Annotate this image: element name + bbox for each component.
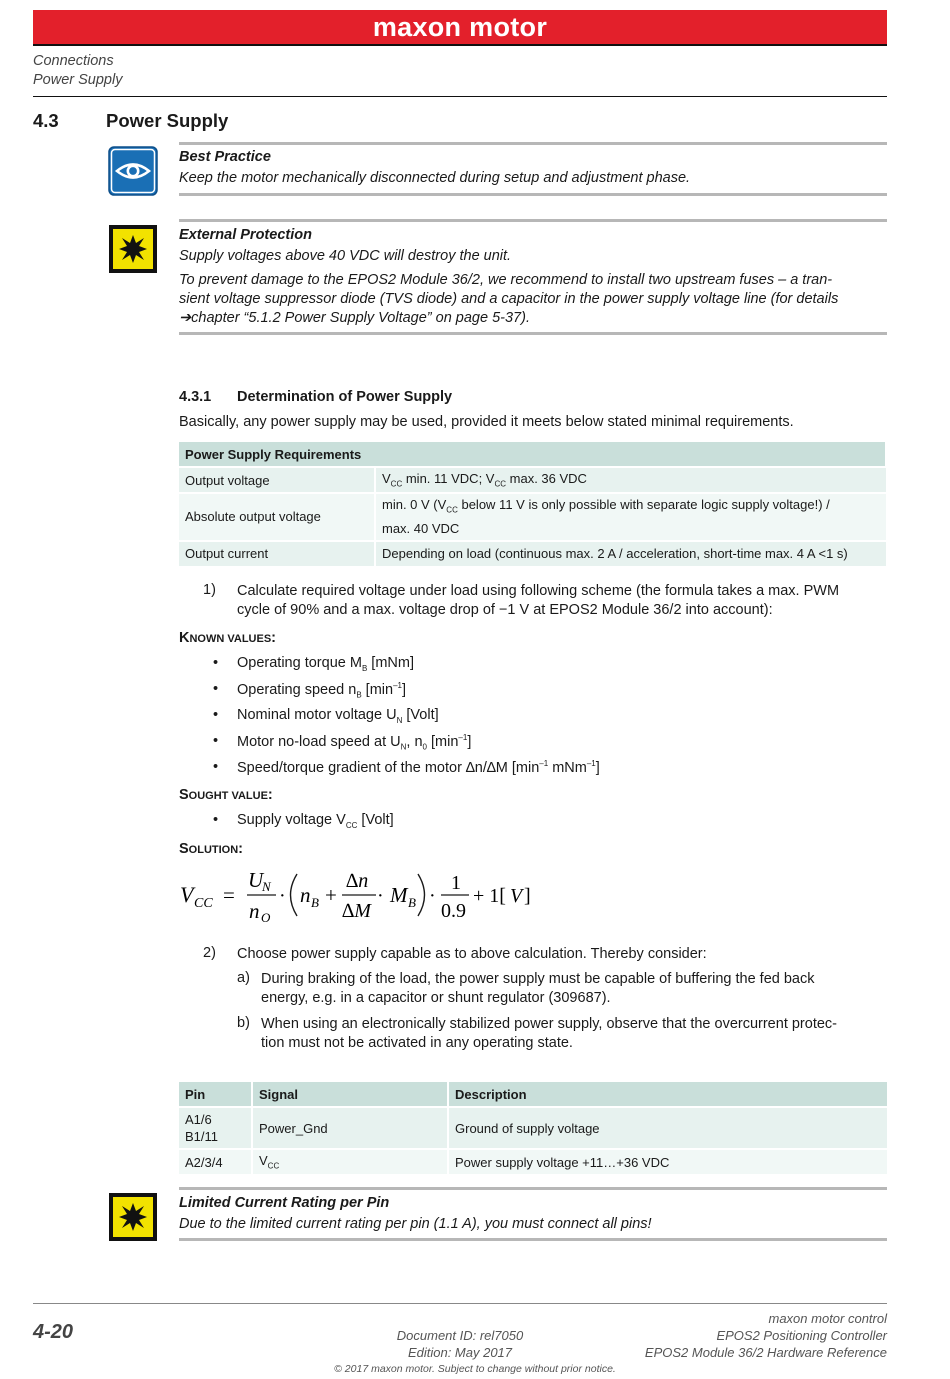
pin-cell: A2/3/4 <box>179 1149 252 1175</box>
formula-volt: V <box>510 885 523 907</box>
formula-vcc-sub: CC <box>194 896 213 911</box>
sought-value-heading: SOUGHT VALUE: <box>179 787 273 803</box>
formula-dm: ∆M <box>342 900 371 922</box>
formula-dot: · <box>279 885 286 907</box>
table-row <box>179 541 886 567</box>
hazard-icon <box>108 224 158 274</box>
external-protection-line1: Supply voltages above 40 VDC will destroy the unit. <box>179 248 512 264</box>
external-protection-line2b: sient voltage suppressor diode (TVS diode) and a capacitor in the power supply voltage line (for details <box>179 291 839 307</box>
external-protection-line2a: To prevent damage to the EPOS2 Module 36/2, we recommend to install two upstream fuses – a tran- <box>179 272 833 288</box>
note-rule-bottom <box>179 193 887 196</box>
formula-no-sub: O <box>261 910 271 925</box>
step-2a-label: a) <box>237 970 250 986</box>
formula-left-paren <box>291 874 298 916</box>
formula-tail: + 1[ <box>473 885 506 907</box>
formula-right-paren <box>418 874 425 916</box>
step-1-text: Calculate required voltage under load using following scheme (the formula takes a max. PWM cycle of 90% and a max. voltage drop of −1 V at EPOS2 Module 36/2 into account): <box>237 583 840 618</box>
table-row <box>179 1149 887 1175</box>
note-rule-top <box>179 1187 887 1190</box>
step-2-number: 2) <box>203 945 216 961</box>
limited-current-title: Limited Current Rating per Pin <box>179 1195 390 1211</box>
formula-dot: · <box>429 885 436 907</box>
footer-document-info <box>360 1327 560 1361</box>
brand-rule <box>33 44 887 46</box>
edition: Edition: May 2017 <box>407 1345 513 1360</box>
table-header-row <box>179 442 886 467</box>
row-value: min. 0 V ($V_{CC}$ below 11 V is only possible with separate logic supply voltage!) / max. 40 VDC <box>375 493 886 541</box>
formula-un-sub: N <box>262 879 271 894</box>
pin-table <box>179 1082 887 1176</box>
row-label: Output current <box>179 541 375 567</box>
company: maxon motor control <box>768 1311 887 1326</box>
header-description: Description <box>448 1082 887 1107</box>
header-rule <box>33 96 887 97</box>
footer-rule <box>33 1303 887 1304</box>
bullet-icon: • <box>213 707 219 723</box>
footer-product-info <box>645 1310 887 1361</box>
page-number: 4-20 <box>33 1321 74 1343</box>
document-id: Document ID: rel7050 <box>396 1328 524 1343</box>
brand-banner: maxon motor <box>33 10 887 44</box>
known-value-item: Speed/torque gradient of the motor ∆n/∆M [$\min^{-1}$ mNm$^{-1}$] <box>237 759 600 776</box>
note-rule-top <box>179 142 887 145</box>
table-row <box>179 467 886 493</box>
breadcrumb-chapter: Connections <box>33 53 114 69</box>
formula-nb-sub: B <box>311 895 319 910</box>
signal-cell: $V_{CC}$ <box>252 1149 448 1175</box>
table-row <box>179 1107 887 1149</box>
copyright: © 2017 maxon motor. Subject to change without prior notice. <box>334 1363 616 1375</box>
step-2-text: Choose power supply capable as to above calculation. Thereby consider: <box>237 946 707 962</box>
bullet-icon: • <box>213 812 219 828</box>
section-number: 4.3 <box>33 110 59 131</box>
requirements-table <box>179 442 887 568</box>
step-2b-label: b) <box>237 1015 250 1031</box>
breadcrumb-section: Power Supply <box>33 72 123 88</box>
formula-close: ] <box>524 885 531 907</box>
description-cell: Power supply voltage +11…+36 VDC <box>448 1149 887 1175</box>
hazard-icon <box>108 1192 158 1242</box>
table-header-row <box>179 1082 887 1107</box>
note-rule-bottom <box>179 1238 887 1241</box>
section-title: Power Supply <box>106 110 229 131</box>
supply-voltage-formula <box>175 862 555 928</box>
formula-nb: n <box>300 883 311 907</box>
chapter-link[interactable]: chapter “5.1.2 Power Supply Voltage” on page 5-37). <box>191 310 530 326</box>
formula-dot: · <box>377 885 384 907</box>
note-rule-top <box>179 219 887 222</box>
solution-heading: SOLUTION: <box>179 841 244 857</box>
product: EPOS2 Positioning Controller <box>716 1328 887 1343</box>
formula-mb-sub: B <box>408 895 416 910</box>
eye-icon <box>108 146 158 196</box>
known-value-item: Motor no-load speed at $U_N$, $n_0$ $[\min^{-1}]$ <box>237 733 472 752</box>
known-values-heading: KNOWN VALUES: <box>179 630 277 646</box>
formula-vcc: V <box>180 882 194 907</box>
step-2b-text: When using an electronically stabilized power supply, observe that the overcurrent protec- tion must not be activated in any operating state. <box>261 1016 837 1051</box>
bullet-icon: • <box>213 655 219 671</box>
known-value-item: Nominal motor voltage $U_N$ [Volt] <box>237 707 439 725</box>
bullet-icon: • <box>213 759 219 775</box>
bullet-icon: • <box>213 681 219 697</box>
best-practice-text: Keep the motor mechanically disconnected during setup and adjustment phase. <box>179 170 691 186</box>
known-value-item: Operating speed $n_B$ $[\min^{-1}]$ <box>237 681 407 700</box>
limited-current-text: Due to the limited current rating per pin (1.1 A), you must connect all pins! <box>179 1216 652 1232</box>
table-row <box>179 493 886 541</box>
pin-cell: A1/6 B1/11 <box>179 1107 252 1149</box>
formula-plus: + <box>325 883 337 907</box>
formula-mb: M <box>390 883 408 907</box>
row-label: Absolute output voltage <box>179 493 375 541</box>
subsection-title: Determination of Power Supply <box>237 389 453 405</box>
subsection-number: 4.3.1 <box>179 389 212 405</box>
reference: EPOS2 Module 36/2 Hardware Reference <box>644 1345 887 1360</box>
header-pin: Pin <box>179 1082 252 1107</box>
formula-nine: 0.9 <box>441 900 466 922</box>
arrow-icon: ➔ <box>179 310 192 326</box>
note-rule-bottom <box>179 332 887 335</box>
description-cell: Ground of supply voltage <box>448 1107 887 1149</box>
known-value-item: Operating torque $M_B$ [mNm] <box>237 655 414 673</box>
formula-no: n <box>249 899 260 923</box>
signal-cell: Power_Gnd <box>252 1107 448 1149</box>
external-protection-text <box>179 271 889 328</box>
sought-value-item: Supply voltage $V_{CC}$ [Volt] <box>237 812 394 830</box>
formula-dn: ∆n <box>346 870 369 892</box>
best-practice-title: Best Practice <box>179 149 271 165</box>
bullet-icon: • <box>213 733 219 749</box>
formula-equals: = <box>223 883 235 907</box>
external-protection-title: External Protection <box>179 227 312 243</box>
row-value: $V_{CC}$ min. 11 VDC; $V_{CC}$ max. 36 VDC <box>375 467 886 493</box>
header-signal: Signal <box>252 1082 448 1107</box>
breadcrumb <box>33 52 122 90</box>
subsection-intro: Basically, any power supply may be used, provided it meets below stated minimal requirements. <box>179 414 794 430</box>
formula-one: 1 <box>451 872 461 894</box>
row-value: Depending on load (continuous max. 2 A / acceleration, short-time max. 4 A <1 s) <box>375 541 886 567</box>
step-1-number: 1) <box>203 582 216 598</box>
table-header-cell: Power Supply Requirements <box>179 442 886 467</box>
formula-un: U <box>248 868 264 892</box>
step-2a-text: During braking of the load, the power supply must be capable of buffering the fed back energy, e.g. in a capacitor or shunt regulator (309687). <box>261 971 815 1006</box>
row-label: Output voltage <box>179 467 375 493</box>
